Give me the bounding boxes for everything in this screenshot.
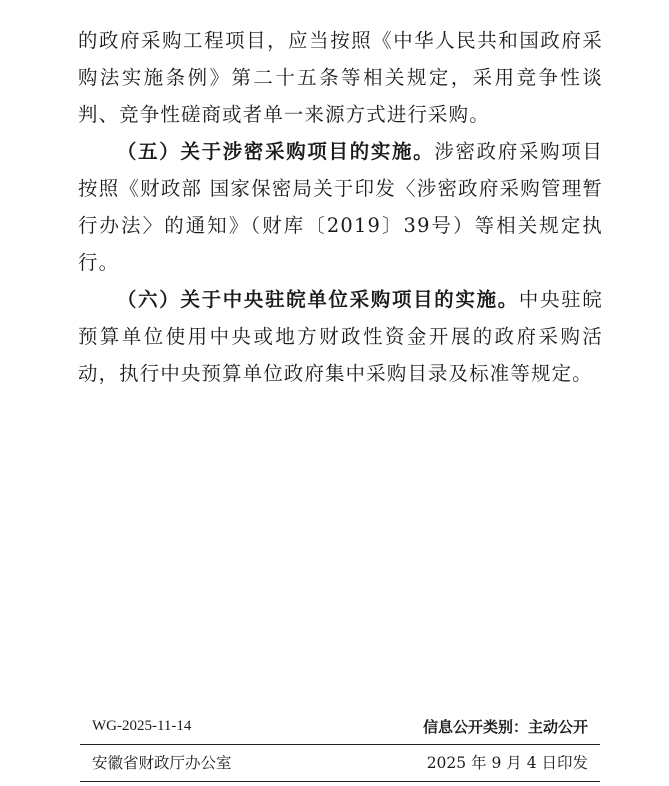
footer-issuer-row — [80, 748, 600, 776]
disclosure-category: 信息公开类别：主动公开 — [422, 717, 588, 736]
footer-meta-row — [80, 712, 600, 740]
paragraph-heading: （五）关于涉密采购项目的实施。 — [117, 140, 435, 163]
paragraph-text: 中央驻皖预算单位使用中央或地方财政性资金开展的政府采购活动，执行中央预算单位政府集中采购目录及标准等规定。 — [78, 288, 603, 385]
document-body — [78, 22, 603, 392]
print-date: 2025 年 9 月 4 日印发 — [426, 754, 588, 772]
paragraph-classified-procurement — [78, 133, 603, 281]
issuing-office: 安徽省财政厅办公室 — [92, 754, 232, 772]
paragraph-text: 涉密政府采购项目按照《财政部 国家保密局关于印发〈涉密政府采购管理暂行办法〉的通知》（财库〔2019〕39号）等相关规定执行。 — [78, 140, 604, 274]
paragraph-central-units-procurement — [78, 281, 603, 392]
footer-bottom-line — [80, 781, 600, 782]
paragraph-heading: （六）关于中央驻皖单位采购项目的实施。 — [117, 288, 519, 311]
footer-divider-line — [80, 744, 600, 745]
paragraph-continuation — [78, 22, 603, 133]
paragraph-text: 的政府采购工程项目，应当按照《中华人民共和国政府采购法实施条例》第二十五条等相关规定，采用竞争性谈判、竞争性磋商或者单一来源方式进行采购。 — [78, 29, 603, 126]
document-number: WG-2025-11-14 — [92, 717, 192, 734]
